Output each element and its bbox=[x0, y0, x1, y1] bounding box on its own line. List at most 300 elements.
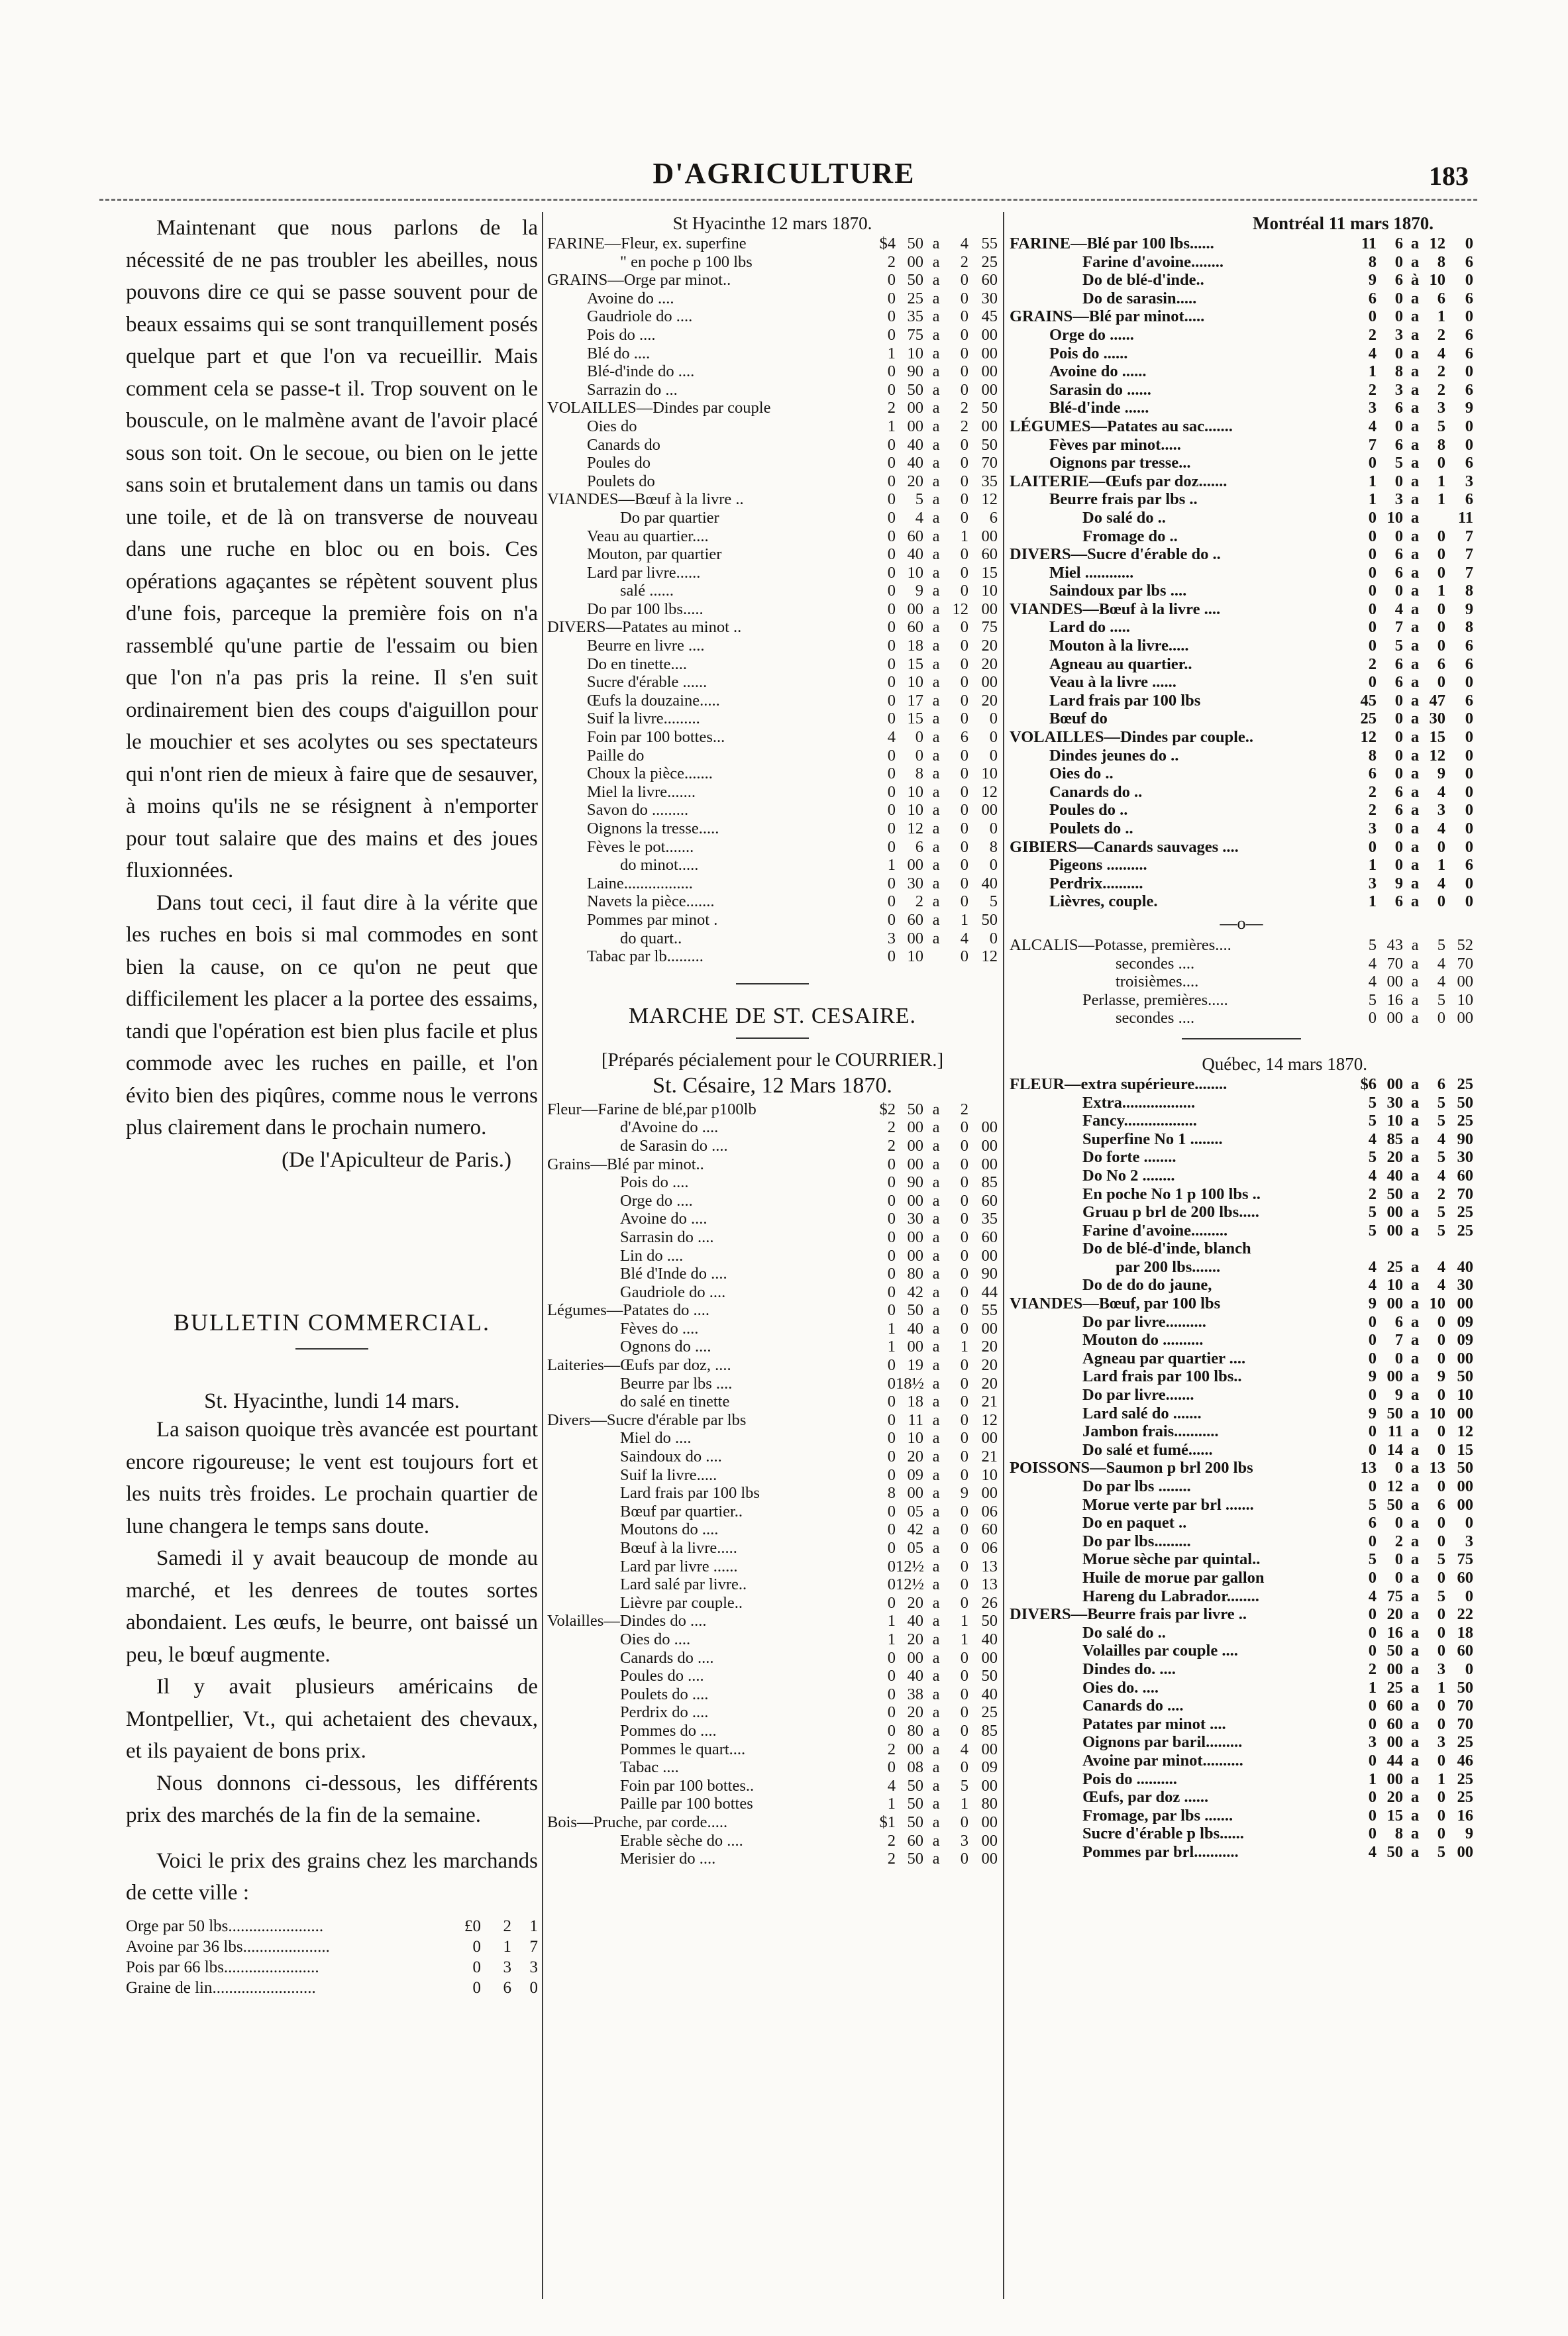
row-value-max-sub: 00 bbox=[1457, 1349, 1473, 1367]
row-range-sep: a bbox=[1410, 782, 1420, 801]
row-label: Sarrazin do ... bbox=[587, 380, 678, 399]
row-value-max-sub: 10 bbox=[981, 582, 998, 600]
row-value-max-main: 0 bbox=[1437, 892, 1445, 911]
row-range-sep: a bbox=[932, 637, 940, 655]
row-label: Farine d'avoine........ bbox=[1082, 252, 1224, 271]
table-row bbox=[547, 362, 998, 381]
row-value-max-sub: 0 bbox=[1465, 710, 1473, 728]
row-range-sep: a bbox=[1410, 1477, 1420, 1495]
row-range-sep: a bbox=[932, 454, 940, 472]
row-value-min-main: 11 bbox=[1361, 235, 1377, 252]
row-value-min-sub: 0 bbox=[1394, 691, 1403, 710]
row-label: FLEUR—extra supérieure........ bbox=[1010, 1075, 1228, 1093]
row-value-max-main: 10 bbox=[1429, 271, 1445, 290]
row-range-sep: a bbox=[1410, 417, 1420, 435]
row-range-sep: a bbox=[1410, 582, 1420, 600]
table-row bbox=[1010, 582, 1473, 600]
row-value-min-sub: 08 bbox=[907, 1758, 923, 1777]
row-value-max-sub: 50 bbox=[1457, 1367, 1473, 1386]
row-value-max-main: 0 bbox=[960, 271, 968, 290]
row-range-sep: a bbox=[932, 929, 940, 947]
row-value-max-sub: 00 bbox=[981, 527, 998, 545]
row-range-sep: a bbox=[932, 1465, 940, 1484]
row-value-min-main: 1 bbox=[887, 1612, 896, 1630]
row-label: LAITERIE—Œufs par doz....... bbox=[1010, 472, 1228, 490]
row-value-min-main: 0 bbox=[887, 600, 896, 618]
row-range-sep: a bbox=[1410, 801, 1420, 820]
table-row bbox=[1010, 801, 1473, 820]
table-row bbox=[1010, 655, 1473, 674]
row-value-min-main: 5 bbox=[1368, 1550, 1377, 1569]
row-value-max-sub: 70 bbox=[1457, 1697, 1473, 1715]
row-value-min-sub: 00 bbox=[907, 1228, 923, 1246]
row-label: Superfine No 1 ........ bbox=[1082, 1130, 1223, 1148]
row-range-sep: a bbox=[932, 1484, 940, 1503]
divider bbox=[295, 1348, 368, 1350]
table-row bbox=[1010, 1112, 1473, 1130]
row-value-min-main: 8 bbox=[1368, 252, 1377, 271]
table-row bbox=[1010, 1587, 1473, 1606]
row-label: Fancy.................. bbox=[1082, 1112, 1197, 1130]
table-row bbox=[1010, 765, 1473, 783]
row-label: Do de sarasin..... bbox=[1082, 289, 1197, 307]
row-value-max-main: 0 bbox=[1437, 1532, 1445, 1550]
row-value-min-main: 4 bbox=[1368, 344, 1377, 362]
row-range-sep: a bbox=[932, 1758, 940, 1777]
row-value-max-main: 1 bbox=[1437, 1678, 1445, 1697]
row-label: Agneau au quartier.. bbox=[1049, 655, 1192, 673]
table-row bbox=[547, 1448, 998, 1466]
row-value-min-main: 0 bbox=[887, 637, 896, 655]
row-range-sep: a bbox=[932, 1246, 940, 1265]
row-value-max-sub: 0 bbox=[1465, 362, 1473, 381]
row-label: Pois do .... bbox=[620, 1173, 689, 1192]
row-range-sep: a bbox=[1410, 1642, 1420, 1660]
article-attribution: (De l'Apiculteur de Paris.) bbox=[282, 1147, 511, 1172]
row-value-max-main: 1 bbox=[1437, 1770, 1445, 1788]
row-value-min-main: 2 bbox=[1368, 1185, 1377, 1203]
row-value-max-sub: 00 bbox=[981, 1155, 998, 1173]
row-value-max-main: 5 bbox=[1437, 1112, 1445, 1130]
row-value-min-main: 4 bbox=[1368, 973, 1377, 991]
row-value-min-sub: 6 bbox=[1394, 655, 1403, 673]
row-value-min-sub: 00 bbox=[1386, 1203, 1403, 1222]
row-range-sep: a bbox=[932, 344, 940, 362]
row-value-max-sub: 00 bbox=[981, 801, 998, 820]
row-range-sep: a bbox=[1410, 1312, 1420, 1331]
row-range-sep: a bbox=[932, 782, 940, 801]
row-range-sep: a bbox=[1410, 874, 1420, 892]
row-value-min-main: 0 bbox=[887, 947, 896, 966]
row-value-min-main: 1 bbox=[1368, 362, 1377, 381]
row-value-min-sub: 15 bbox=[907, 655, 923, 673]
row-label: par 200 lbs....... bbox=[1116, 1257, 1221, 1276]
row-value-min-main: 8 bbox=[1368, 746, 1377, 765]
row-value-max-main: 9 bbox=[1437, 765, 1445, 783]
row-value-min-sub: 50 bbox=[907, 1813, 923, 1831]
row-value-max-sub: 85 bbox=[981, 1173, 998, 1192]
row-value-max-sub: 00 bbox=[981, 1648, 998, 1667]
row-value-min-main: 2 bbox=[1368, 380, 1377, 399]
row-value-min-sub: 20 bbox=[907, 1703, 923, 1722]
row-label: Lard frais par 100 lbs bbox=[1049, 691, 1201, 710]
row-value-max-sub: 00 bbox=[1457, 1295, 1473, 1313]
row-value-max-sub: 9 bbox=[1465, 600, 1473, 618]
table-row bbox=[1010, 381, 1473, 399]
row-label: Lin do .... bbox=[620, 1246, 684, 1265]
row-value-max-main: 0 bbox=[960, 508, 968, 527]
row-value-max-main: 0 bbox=[1437, 600, 1445, 618]
table-row bbox=[547, 1649, 998, 1668]
row-value-max-sub: 00 bbox=[981, 362, 998, 381]
row-value-max-main: 6 bbox=[1437, 289, 1445, 307]
table-row bbox=[1010, 1733, 1473, 1752]
row-range-sep: a bbox=[1410, 1148, 1420, 1167]
row-label: Suif la livre......... bbox=[587, 710, 700, 728]
row-value-min-sub: 44 bbox=[1386, 1751, 1403, 1770]
row-value-min-main: 0 bbox=[887, 271, 896, 290]
row-value-min-sub: 40 bbox=[907, 435, 923, 454]
row-range-sep: a bbox=[1410, 1075, 1420, 1093]
row-value-min-main: 0 bbox=[887, 837, 896, 856]
row-value-min-sub: 00 bbox=[907, 399, 923, 417]
row-value-max-sub: 00 bbox=[981, 1776, 998, 1795]
row-value-min-sub: 00 bbox=[1386, 1733, 1403, 1752]
row-value-max-sub: 0 bbox=[989, 820, 998, 837]
table-row bbox=[547, 1301, 998, 1320]
row-value-max-sub: 55 bbox=[981, 1301, 998, 1320]
row-value-min-sub: 40 bbox=[907, 1319, 923, 1338]
row-value-max-main: 4 bbox=[960, 1740, 968, 1758]
row-value-max-main: 0 bbox=[960, 820, 968, 837]
row-value-max-main: 0 bbox=[960, 1155, 968, 1173]
row-value-min-main: 45 bbox=[1360, 691, 1377, 710]
row-value-max-main: 2 bbox=[960, 417, 968, 435]
row-value-max-main: 0 bbox=[960, 1813, 968, 1831]
row-value-min-sub: 20 bbox=[907, 1630, 923, 1648]
row-range-sep: a bbox=[932, 1356, 940, 1375]
row-value-max-main: 0 bbox=[960, 1593, 968, 1612]
row-value-min-sub: 0 bbox=[1394, 728, 1403, 747]
row-label: Hareng du Labrador........ bbox=[1082, 1587, 1259, 1605]
row-range-sep: a bbox=[932, 362, 940, 381]
row-value-max-sub: 0 bbox=[1465, 271, 1473, 290]
row-label: Do No 2 ........ bbox=[1082, 1166, 1175, 1185]
row-range-sep: a bbox=[932, 472, 940, 490]
row-value-max-sub: 85 bbox=[981, 1721, 998, 1740]
table-row bbox=[1010, 936, 1473, 955]
table-row bbox=[1010, 1825, 1473, 1843]
row-value-max-sub: 12 bbox=[1457, 1422, 1473, 1441]
row-label: VOLAILLES—Dindes par couple.. bbox=[1010, 728, 1254, 747]
table-row bbox=[1010, 1258, 1473, 1277]
row-value-max-main: 0 bbox=[1437, 454, 1445, 472]
row-range-sep: a bbox=[932, 1319, 940, 1338]
row-value-min-sub: 0 bbox=[1394, 1349, 1403, 1367]
row-value-min-sub: 00 bbox=[1386, 1221, 1403, 1240]
row-value-max-main: 4 bbox=[1437, 820, 1445, 837]
divider bbox=[736, 1037, 809, 1039]
row-range-sep: a bbox=[1410, 1203, 1420, 1222]
row-label: Do par livre....... bbox=[1082, 1386, 1194, 1405]
row-value-max-main: 0 bbox=[960, 746, 968, 765]
row-value-max-main: 0 bbox=[960, 1721, 968, 1740]
row-range-sep: a bbox=[932, 1831, 940, 1850]
row-range-sep: a bbox=[932, 1520, 940, 1539]
row-value-min-sub: 7 bbox=[1394, 1331, 1403, 1350]
row-value-min-main: 0 bbox=[1368, 1477, 1377, 1495]
row-range-sep: a bbox=[1410, 380, 1420, 399]
table-row bbox=[547, 1722, 998, 1740]
row-range-sep: a bbox=[932, 874, 940, 892]
row-value-min-main: 4 bbox=[1368, 1130, 1377, 1148]
row-value-max-sub: 0 bbox=[1465, 1514, 1473, 1532]
row-label: Canards do bbox=[587, 435, 660, 454]
row-value-min-sub: 10 bbox=[907, 1429, 923, 1448]
table-row bbox=[547, 1813, 998, 1832]
table-row bbox=[1010, 509, 1473, 527]
row-value-max-main: 0 bbox=[960, 710, 968, 728]
row-value-max-main: 5 bbox=[1437, 1093, 1445, 1112]
table-row bbox=[1010, 1807, 1473, 1825]
table-row bbox=[547, 655, 998, 674]
row-value-min-sub: 50 bbox=[907, 1301, 923, 1320]
row-value-min-sub: 20 bbox=[907, 1593, 923, 1612]
row-value-max-main: 0 bbox=[1437, 1440, 1445, 1459]
table-row bbox=[547, 1393, 998, 1411]
row-range-sep: a bbox=[932, 417, 940, 435]
hyacinthe-price-table bbox=[547, 235, 998, 966]
row-value-min-sub: 2 bbox=[915, 892, 923, 911]
row-value-max-sub: 10 bbox=[981, 1465, 998, 1484]
row-label: Gaudriole do .... bbox=[587, 307, 693, 326]
row-value-min-sub: 75 bbox=[907, 325, 923, 344]
row-value-max-sub: 0 bbox=[1465, 1660, 1473, 1678]
row-value-min-main: 4 bbox=[1368, 954, 1377, 973]
row-value-min-main: 2 bbox=[887, 1136, 896, 1155]
row-value-max-main: 0 bbox=[960, 782, 968, 801]
row-value: 1 bbox=[529, 1917, 538, 1935]
row-value-min-sub: 11 bbox=[908, 1410, 923, 1429]
row-value-max-main: 3 bbox=[1437, 801, 1445, 820]
row-range-sep: a bbox=[932, 1721, 940, 1740]
row-value-max-main: 2 bbox=[960, 252, 968, 271]
row-value-max-main: 2 bbox=[1437, 325, 1445, 344]
row-value-min-sub: 0 bbox=[1394, 417, 1403, 435]
table-row bbox=[1010, 1496, 1473, 1514]
row-value-min-sub: 9 bbox=[1394, 874, 1403, 892]
row-value-min-main: 0 bbox=[1368, 600, 1377, 618]
row-value-min-sub: 12½ bbox=[896, 1557, 924, 1575]
row-label: Orge par 50 lbs....................... bbox=[126, 1917, 324, 1935]
row-label: Merisier do .... bbox=[620, 1850, 716, 1868]
row-range-sep: a bbox=[932, 1118, 940, 1137]
row-label: do salé en tinette bbox=[620, 1393, 730, 1411]
row-label: Fèves par minot..... bbox=[1049, 435, 1181, 454]
row-value-min-main: 8 bbox=[887, 1484, 896, 1503]
row-value-max-sub: 40 bbox=[981, 1630, 998, 1648]
cesaire-dateline: St. Césaire, 12 Mars 1870. bbox=[653, 1073, 892, 1098]
row-value-min-main: 5 bbox=[1368, 935, 1377, 954]
row-value-min-sub: 05 bbox=[907, 1502, 923, 1520]
grain-price-table bbox=[126, 1916, 538, 1998]
row-value-max-main: 0 bbox=[960, 1703, 968, 1722]
row-value-min-main: 0 bbox=[887, 1228, 896, 1246]
row-label: Oignons la tresse..... bbox=[587, 820, 719, 837]
row-range-sep: a bbox=[932, 1575, 940, 1594]
row-range-sep: a bbox=[932, 820, 940, 837]
row-value-min-sub: 25 bbox=[907, 289, 923, 307]
row-value-min-main: 0 bbox=[887, 1429, 896, 1448]
row-value-min-main: 2 bbox=[1368, 655, 1377, 673]
row-value-min-sub: 9 bbox=[1394, 1386, 1403, 1405]
cesaire-note: [Préparés pécialement pour le COURRIER.] bbox=[601, 1049, 944, 1071]
row-value-max-sub: 52 bbox=[1457, 935, 1473, 954]
row-value-min-main: 0 bbox=[887, 1173, 896, 1192]
row-range-sep: a bbox=[1411, 990, 1419, 1009]
row-value-max-main: 6 bbox=[1437, 1075, 1445, 1093]
row-label: Beurre frais par lbs .. bbox=[1049, 490, 1198, 509]
row-value-max-sub: 20 bbox=[981, 637, 998, 655]
table-row bbox=[1010, 710, 1473, 728]
row-value-min-sub: 9 bbox=[915, 582, 923, 600]
row-value-min-sub: 20 bbox=[907, 472, 923, 490]
row-value-max-main: 30 bbox=[1429, 710, 1445, 728]
row-value-max-sub: 6 bbox=[1465, 655, 1473, 673]
row-value-min-main: 4 bbox=[1368, 1276, 1377, 1295]
row-value-max-sub: 70 bbox=[981, 454, 998, 472]
row-value-min-sub: 6 bbox=[1394, 673, 1403, 692]
row-label: Canards do .... bbox=[1082, 1697, 1184, 1715]
table-row bbox=[547, 545, 998, 564]
row-value-min-sub: 50 bbox=[1386, 1495, 1403, 1514]
table-row bbox=[547, 1777, 998, 1795]
row-value: 3 bbox=[503, 1958, 511, 1976]
separator-ornament: —o— bbox=[1220, 913, 1263, 933]
row-value-min-main: 0 bbox=[1368, 1440, 1377, 1459]
table-row bbox=[1010, 1130, 1473, 1149]
table-row bbox=[547, 1356, 998, 1375]
row-value-min-sub: 0 bbox=[1394, 582, 1403, 600]
table-row bbox=[547, 527, 998, 546]
row-value-max-sub: 0 bbox=[1465, 673, 1473, 692]
row-range-sep: a bbox=[1410, 1751, 1420, 1770]
table-row bbox=[1010, 527, 1473, 546]
row-label: Laine................. bbox=[587, 874, 693, 892]
table-row bbox=[547, 1192, 998, 1210]
row-value-max-main: 0 bbox=[960, 1118, 968, 1137]
table-row bbox=[1010, 1441, 1473, 1460]
row-value-min-main: 0 bbox=[887, 1283, 896, 1301]
row-value-max-sub: 15 bbox=[1457, 1440, 1473, 1459]
row-value-min-main: 0 bbox=[887, 1393, 896, 1411]
row-value-max-main: 5 bbox=[1437, 1587, 1445, 1605]
row-value-max-sub: 6 bbox=[1465, 344, 1473, 362]
row-value-max-sub: 50 bbox=[981, 399, 998, 417]
row-value-max-main: 0 bbox=[960, 1465, 968, 1484]
row-value-min-main: 3 bbox=[1368, 874, 1377, 892]
row-range-sep: a bbox=[932, 545, 940, 564]
row-label: Laiteries—Œufs par doz, .... bbox=[547, 1356, 731, 1375]
row-value-min-sub: 4 bbox=[1394, 600, 1403, 618]
row-label: Paille par 100 bottes bbox=[620, 1795, 753, 1813]
row-value-max-sub: 9 bbox=[1465, 1825, 1473, 1843]
row-value-max-sub: 50 bbox=[981, 435, 998, 454]
row-value-min-main: 0 bbox=[887, 1539, 896, 1557]
row-value-min-main: 2 bbox=[887, 1740, 896, 1758]
quebec-price-table bbox=[1010, 1075, 1473, 1862]
row-range-sep: a bbox=[932, 1667, 940, 1685]
table-row bbox=[547, 892, 998, 911]
row-value-max-main: 3 bbox=[960, 1831, 968, 1850]
row-value-max-main: 0 bbox=[1437, 1386, 1445, 1405]
row-value-min-sub: 00 bbox=[907, 1740, 923, 1758]
row-value-min-main: 1 bbox=[887, 1338, 896, 1356]
row-label: LÉGUMES—Patates au sac....... bbox=[1010, 417, 1233, 435]
row-value-min-sub: 0 bbox=[915, 728, 923, 747]
row-range-sep: a bbox=[1410, 307, 1420, 326]
row-value-min-main: 0 bbox=[887, 454, 896, 472]
row-value-max-sub: 12 bbox=[981, 1410, 998, 1429]
table-row bbox=[547, 856, 998, 875]
row-label: secondes .... bbox=[1116, 1009, 1195, 1028]
row-value-max-main: 0 bbox=[960, 765, 968, 783]
row-value-max-sub: 00 bbox=[981, 673, 998, 692]
row-value-min-main: 0 bbox=[1368, 1422, 1377, 1441]
row-label: Fèves le pot....... bbox=[587, 837, 694, 856]
row-value-min-sub: 18 bbox=[907, 1393, 923, 1411]
row-value-max-main: 0 bbox=[960, 801, 968, 820]
row-value-max-sub: 6 bbox=[1465, 325, 1473, 344]
row-value-min-sub: 17 bbox=[907, 691, 923, 710]
row-label: Avoine par 36 lbs..................... bbox=[126, 1937, 330, 1956]
row-value-max-sub: 7 bbox=[1465, 527, 1473, 545]
table-row bbox=[1010, 417, 1473, 436]
row-value-max-sub: 30 bbox=[1457, 1148, 1473, 1167]
bulletin-paragraph: Nous donnons ci-dessous, les différents prix des marchés de la fin de la semaine. bbox=[126, 1771, 538, 1827]
row-label: Perdrix do .... bbox=[620, 1703, 709, 1722]
row-value-max-sub: 25 bbox=[1457, 1203, 1473, 1222]
row-value-max-main: 0 bbox=[960, 1136, 968, 1155]
row-range-sep: a bbox=[1410, 765, 1420, 783]
row-value-max-main: 0 bbox=[1437, 1697, 1445, 1715]
row-range-sep: a bbox=[1410, 399, 1420, 417]
row-value-max-sub: 40 bbox=[981, 874, 998, 892]
row-value-max-sub: 00 bbox=[981, 1319, 998, 1338]
table-row bbox=[1010, 545, 1473, 564]
table-row bbox=[1010, 454, 1473, 472]
table-row bbox=[547, 710, 998, 728]
row-value-max-sub: 40 bbox=[1457, 1257, 1473, 1276]
table-row bbox=[126, 1916, 538, 1937]
row-value-max-sub: 0 bbox=[1465, 765, 1473, 783]
row-value-max-main: 0 bbox=[1437, 1312, 1445, 1331]
table-row bbox=[547, 1320, 998, 1338]
table-row bbox=[1010, 345, 1473, 363]
row-range-sep: a bbox=[932, 1593, 940, 1612]
row-value-max-main: 1 bbox=[960, 1612, 968, 1630]
row-label: Lard salé do ....... bbox=[1082, 1404, 1202, 1422]
row-value-max-sub: 00 bbox=[981, 1831, 998, 1850]
row-value-min-main: 1 bbox=[1368, 1678, 1377, 1697]
row-value-max-sub: 25 bbox=[1457, 1788, 1473, 1807]
row-value-min-sub: 50 bbox=[907, 1795, 923, 1813]
row-value-max-main: 0 bbox=[1437, 563, 1445, 582]
row-value: £0 bbox=[464, 1917, 481, 1935]
row-value-min-main: 4 bbox=[887, 728, 896, 747]
row-range-sep: a bbox=[932, 1265, 940, 1283]
row-value-max-main: 0 bbox=[1437, 1788, 1445, 1807]
